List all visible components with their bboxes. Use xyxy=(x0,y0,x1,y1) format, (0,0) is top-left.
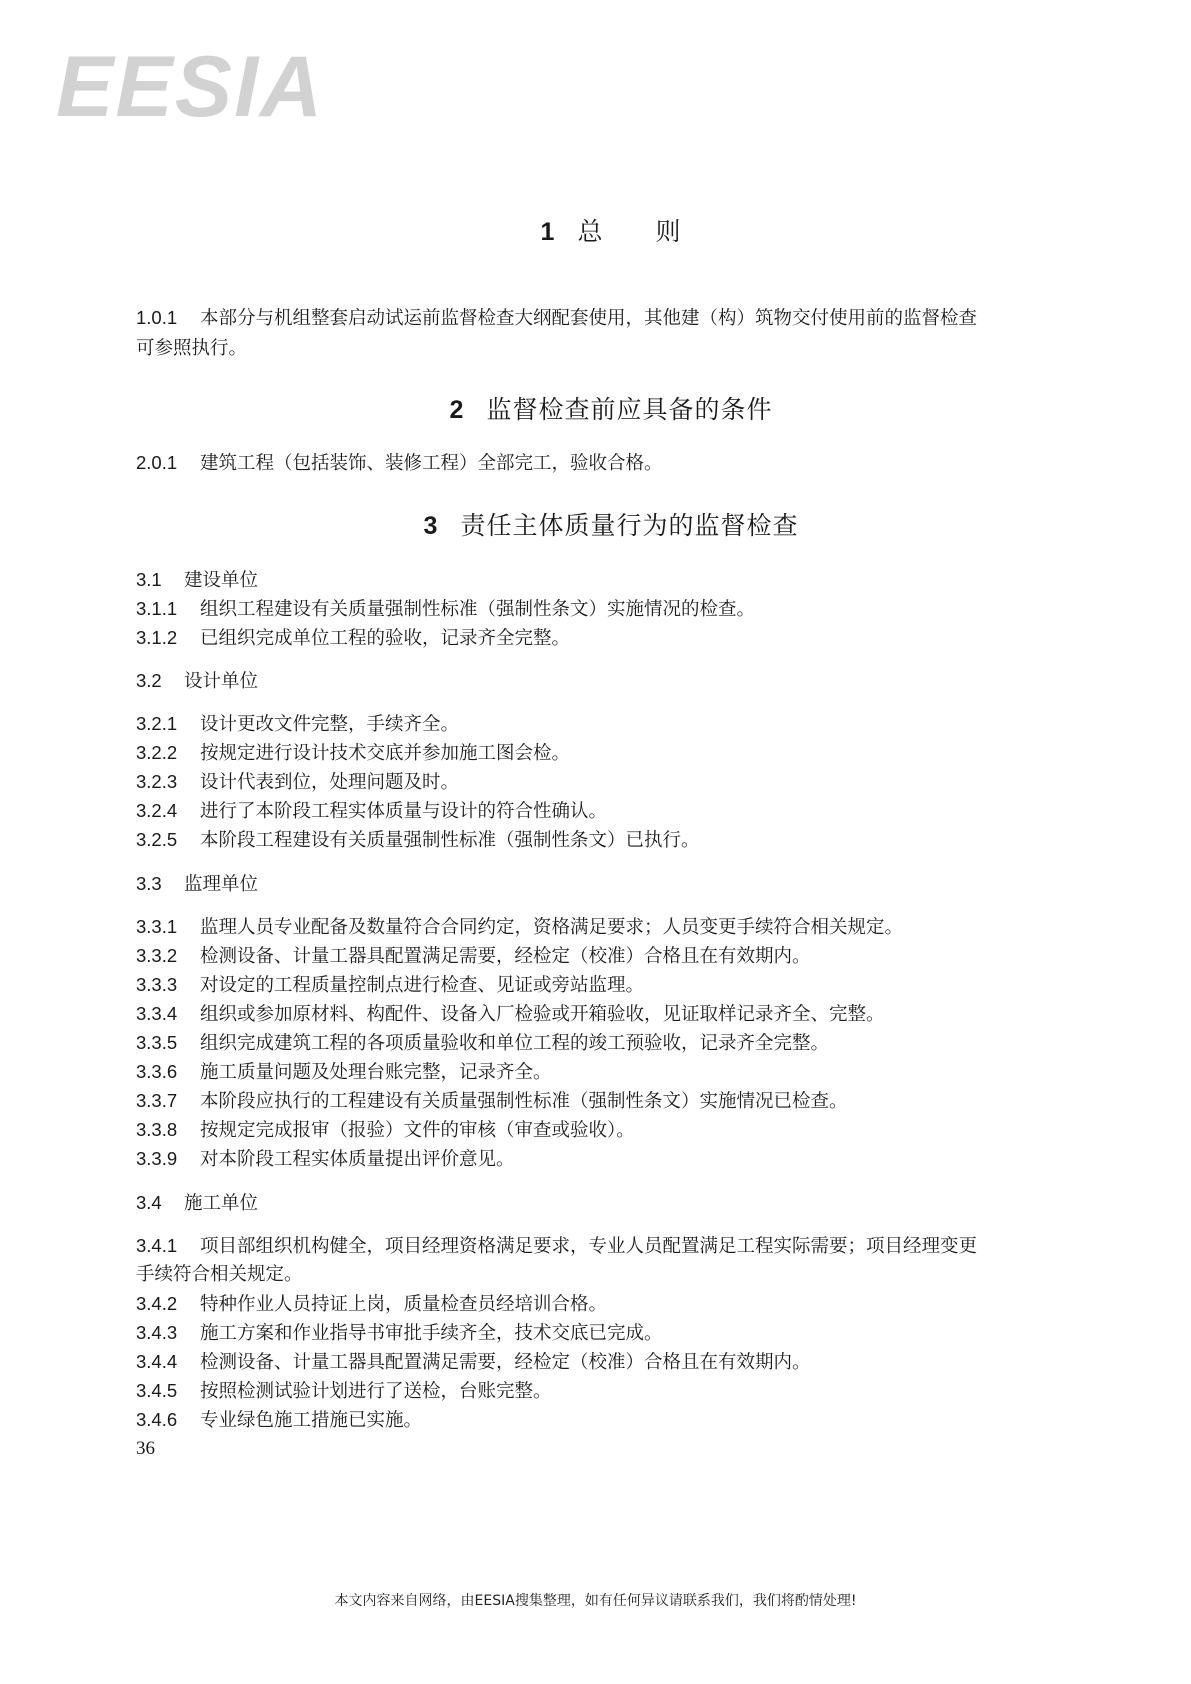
clause-text: 组织工程建设有关质量强制性标准（强制性条文）实施情况的检查。 xyxy=(200,599,756,620)
section-3-2 xyxy=(136,665,1086,697)
clause-text: 专业绿色施工措施已实施。 xyxy=(200,1410,423,1431)
clause-3-3-6 xyxy=(136,1056,1086,1088)
section-number: 3.2 xyxy=(136,670,162,691)
clause-number: 1.0.1 xyxy=(136,307,178,328)
clause-text: 对设定的工程质量控制点进行检查、见证或旁站监理。 xyxy=(200,975,645,996)
clause-number: 3.1.1 xyxy=(136,598,178,619)
clause-text: 监理人员专业配备及数量符合合同约定，资格满足要求；人员变更手续符合相关规定。 xyxy=(200,917,904,938)
clause-text: 建筑工程（包括装饰、装修工程）全部完工，验收合格。 xyxy=(200,453,663,474)
clause-3-1-2 xyxy=(136,622,1086,654)
clause-text: 检测设备、计量工器具配置满足需要，经检定（校准）合格且在有效期内。 xyxy=(200,1352,811,1373)
clause-3-3-2 xyxy=(136,940,1086,972)
clause-3-2-2 xyxy=(136,737,1086,769)
section-number: 3.1 xyxy=(136,569,162,590)
clause-3-4-4 xyxy=(136,1346,1086,1378)
clause-text: 本阶段工程建设有关质量强制性标准（强制性条文）已执行。 xyxy=(200,830,700,851)
section-3-4 xyxy=(136,1187,1086,1219)
chapter-number: 1 xyxy=(540,218,556,246)
clause-3-3-7 xyxy=(136,1085,1086,1117)
clause-3-4-5 xyxy=(136,1375,1086,1407)
clause-number: 3.3.1 xyxy=(136,916,178,937)
clause-number: 3.2.2 xyxy=(136,742,178,763)
section-number: 3.3 xyxy=(136,873,162,894)
clause-1-0-1 xyxy=(136,302,1086,334)
clause-number: 3.3.8 xyxy=(136,1119,178,1140)
clause-text: 按照检测试验计划进行了送检，台账完整。 xyxy=(200,1381,552,1402)
clause-3-3-8 xyxy=(136,1114,1086,1146)
section-number: 3.4 xyxy=(136,1192,162,1213)
footer-disclaimer: 本文内容来自网络，由EESIA搜集整理，如有任何异议请联系我们，我们将酌情处理! xyxy=(334,1593,857,1609)
chapter-number: 2 xyxy=(449,396,465,424)
clause-text: 施工质量问题及处理台账完整，记录齐全。 xyxy=(200,1062,552,1083)
clause-3-4-1-cont xyxy=(136,1259,1086,1290)
chapter-3-heading xyxy=(136,506,1086,542)
clause-3-4-3 xyxy=(136,1317,1086,1349)
section-3-3 xyxy=(136,868,1086,900)
clause-text: 本部分与机组整套启动试运前监督检查大纲配套使用，其他建（构）筑物交付使用前的监督检查 xyxy=(200,308,978,329)
clause-3-3-1 xyxy=(136,911,1086,943)
clause-3-3-4 xyxy=(136,998,1086,1030)
clause-text: 特种作业人员持证上岗，质量检查员经培训合格。 xyxy=(200,1294,608,1315)
section-title: 建设单位 xyxy=(184,570,259,591)
clause-text: 已组织完成单位工程的验收，记录齐全完整。 xyxy=(200,628,571,649)
clause-number: 3.3.9 xyxy=(136,1148,178,1169)
clause-number: 3.2.1 xyxy=(136,713,178,734)
section-title: 施工单位 xyxy=(184,1193,259,1214)
clause-3-4-1 xyxy=(136,1230,1086,1262)
clause-3-4-6 xyxy=(136,1404,1086,1436)
clause-number: 3.4.2 xyxy=(136,1293,178,1314)
clause-number: 3.2.4 xyxy=(136,800,178,821)
clause-text: 设计更改文件完整，手续齐全。 xyxy=(200,714,460,735)
chapter-2-heading xyxy=(136,390,1086,426)
section-title: 设计单位 xyxy=(184,671,259,692)
clause-3-3-9 xyxy=(136,1143,1086,1175)
chapter-title: 总 则 xyxy=(577,217,682,246)
page-number: 36 xyxy=(136,1438,155,1459)
clause-3-2-4 xyxy=(136,795,1086,827)
clause-text: 项目部组织机构健全，项目经理资格满足要求，专业人员配置满足工程实际需要；项目经理变更 xyxy=(200,1236,978,1257)
clause-text: 设计代表到位，处理问题及时。 xyxy=(200,772,460,793)
clause-number: 3.4.3 xyxy=(136,1322,178,1343)
clause-text: 施工方案和作业指导书审批手续齐全，技术交底已完成。 xyxy=(200,1323,663,1344)
clause-number: 3.3.7 xyxy=(136,1090,178,1111)
clause-number: 3.3.6 xyxy=(136,1061,178,1082)
clause-3-2-3 xyxy=(136,766,1086,798)
clause-number: 3.3.2 xyxy=(136,945,178,966)
clause-text: 组织或参加原材料、构配件、设备入厂检验或开箱验收，见证取样记录齐全、完整。 xyxy=(200,1004,885,1025)
clause-number: 3.3.4 xyxy=(136,1003,178,1024)
clause-3-4-2 xyxy=(136,1288,1086,1320)
clause-number: 3.2.5 xyxy=(136,829,178,850)
clause-number: 3.4.5 xyxy=(136,1380,178,1401)
clause-text: 进行了本阶段工程实体质量与设计的符合性确认。 xyxy=(200,801,608,822)
clause-text: 检测设备、计量工器具配置满足需要，经检定（校准）合格且在有效期内。 xyxy=(200,946,811,967)
clause-number: 3.3.3 xyxy=(136,974,178,995)
eesia-logo: EESIA xyxy=(56,39,325,135)
clause-3-3-5 xyxy=(136,1027,1086,1059)
clause-1-0-1-cont xyxy=(136,333,1086,364)
clause-number: 3.3.5 xyxy=(136,1032,178,1053)
clause-text: 组织完成建筑工程的各项质量验收和单位工程的竣工预验收，记录齐全完整。 xyxy=(200,1033,830,1054)
clause-number: 3.4.1 xyxy=(136,1235,178,1256)
chapter-title: 责任主体质量行为的监督检查 xyxy=(460,511,799,540)
section-3-1 xyxy=(136,564,1086,596)
clause-3-2-5 xyxy=(136,824,1086,856)
clause-text: 对本阶段工程实体质量提出评价意见。 xyxy=(200,1149,515,1170)
clause-text: 按规定完成报审（报验）文件的审核（审查或验收）。 xyxy=(200,1120,635,1141)
clause-2-0-1 xyxy=(136,447,1086,479)
clause-number: 2.0.1 xyxy=(136,452,178,473)
clause-text: 手续符合相关规定。 xyxy=(136,1264,303,1285)
clause-number: 3.2.3 xyxy=(136,771,178,792)
clause-3-2-1 xyxy=(136,708,1086,740)
clause-text: 可参照执行。 xyxy=(136,338,248,359)
section-title: 监理单位 xyxy=(184,874,259,895)
clause-text: 本阶段应执行的工程建设有关质量强制性标准（强制性条文）实施情况已检查。 xyxy=(200,1091,848,1112)
chapter-1-heading xyxy=(136,212,1086,248)
chapter-title: 监督检查前应具备的条件 xyxy=(486,395,773,424)
clause-text: 按规定进行设计技术交底并参加施工图会检。 xyxy=(200,743,571,764)
chapter-number: 3 xyxy=(423,512,439,540)
clause-3-1-1 xyxy=(136,593,1086,625)
clause-number: 3.1.2 xyxy=(136,627,178,648)
clause-3-3-3 xyxy=(136,969,1086,1001)
clause-number: 3.4.4 xyxy=(136,1351,178,1372)
clause-number: 3.4.6 xyxy=(136,1409,178,1430)
